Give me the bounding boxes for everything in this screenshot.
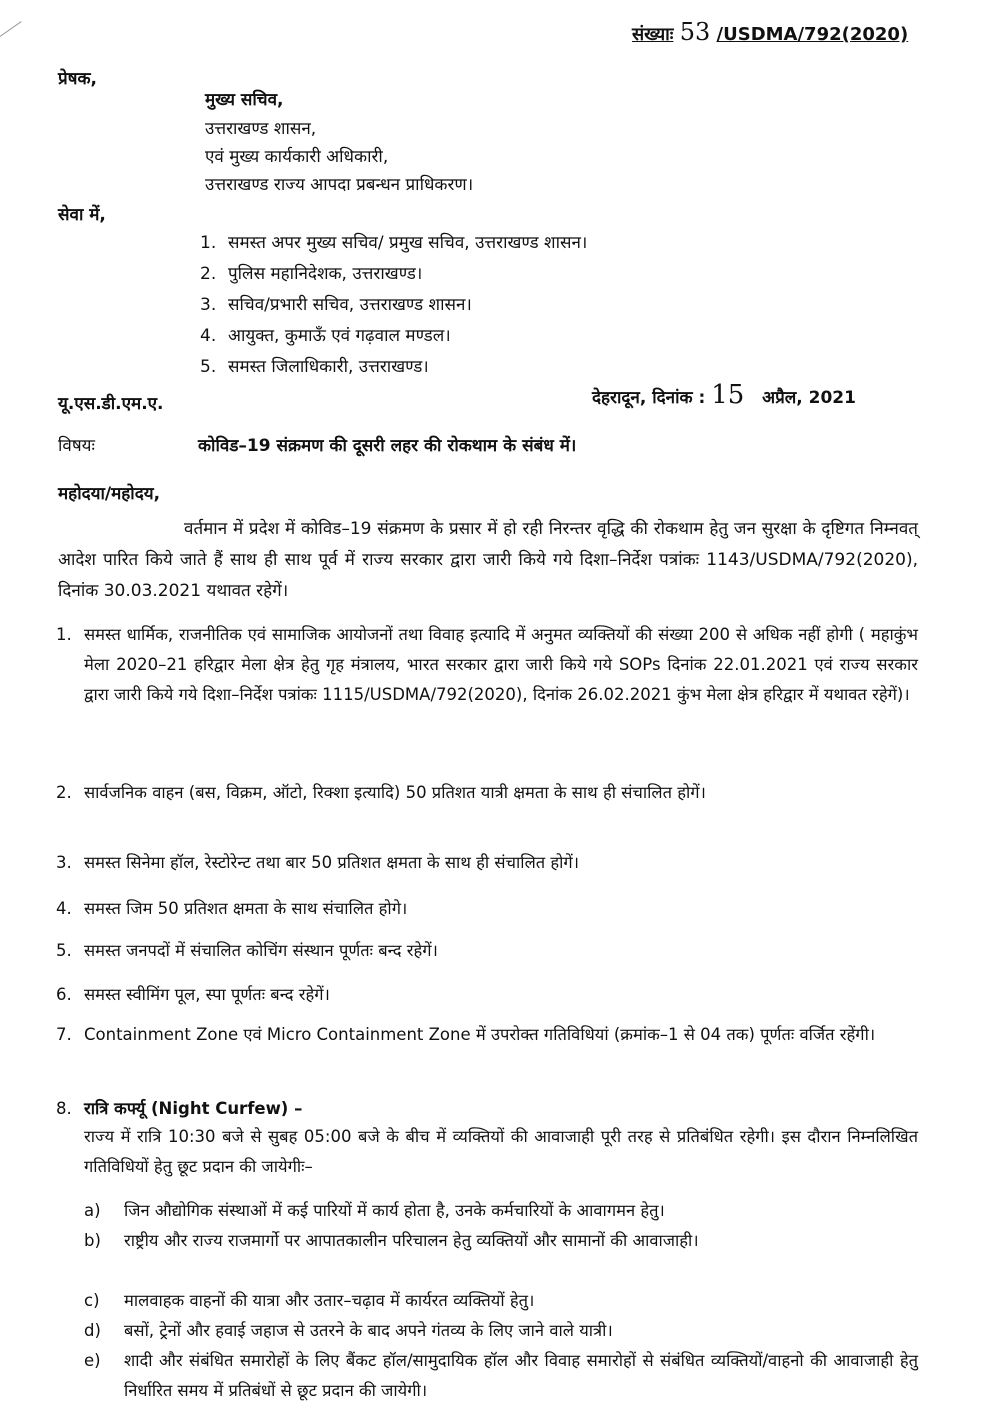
curfew-subitem-a: a) जिन औद्योगिक संस्थाओं में कई पारियों में कार्य होता है, उनके कर्मचारियों के आवागमन हेतु। (84, 1201, 665, 1220)
date-prefix: देहरादून, दिनांक : (592, 388, 706, 408)
recipient-item: 1. समस्त अपर मुख्य सचिव/ प्रमुख सचिव, उत्तराखण्ड शासन। (200, 233, 588, 253)
point-5: 5. समस्त जनपदों में संचालित कोचिंग संस्थान पूर्णतः बन्द रहेगें। (56, 941, 438, 960)
sender-line-4: उत्तराखण्ड राज्य आपदा प्रबन्धन प्राधिकरण। (205, 175, 474, 195)
point-2: 2. सार्वजनिक वाहन (बस, विक्रम, ऑटो, रिक्शा इत्यादि) 50 प्रतिशत यात्री क्षमता के साथ ही संचालित होगें। (56, 783, 706, 802)
recipients-list (200, 230, 587, 385)
date-rest: अप्रैल, 2021 (762, 388, 856, 408)
point-1: 1. समस्त धार्मिक, राजनीतिक एवं सामाजिक आयोजनों तथा विवाह इत्यादि में अनुमत व्यक्तियों की संख्या 200 से अधिक नहीं होगी ( महाकुंभ मेला 2020–21 हरिद्वार मेला क्षेत्र हेतु गृह मंत्रालय, भारत सरकार द्वारा जारी किये गये SOPs दिनांक 22.01.2021 एवं राज्य सरकार द्वारा जारी किये गये दिशा–निर्देश पत्रांकः 1115/USDMA/792(2020), दिनांक 26.02.2021 कुंभ मेला क्षेत्र हरिद्वार में यथावत रहेगें)। (56, 625, 918, 704)
recipients-label: सेवा में, (58, 205, 106, 225)
recipient-item: 5. समस्त जिलाधिकारी, उत्तराखण्ड। (200, 357, 429, 377)
issue-date (592, 380, 856, 410)
sender-line-1: मुख्य सचिव, (205, 90, 284, 110)
subject-text: कोविड–19 संक्रमण की दूसरी लहर की रोकथाम के संबंध में। (198, 436, 577, 456)
recipient-item: 2. पुलिस महानिदेशक, उत्तराखण्ड। (200, 264, 423, 284)
curfew-subitem-c: c) मालवाहक वाहनों की यात्रा और उतार–चढ़ाव में कार्यरत व्यक्तियों हेतु। (84, 1291, 535, 1310)
office-code: यू.एस.डी.एम.ए. (58, 394, 164, 414)
curfew-title: रात्रि कर्फ्यू (Night Curfew) – (84, 1099, 303, 1118)
sender-line-3: एवं मुख्य कार्यकारी अधिकारी, (205, 147, 389, 167)
recipient-item: 4. आयुक्त, कुमाऊँ एवं गढ़वाल मण्डल। (200, 326, 451, 346)
date-day: 15 (711, 380, 745, 410)
subject-label: विषयः (58, 436, 95, 456)
recipient-item: 3. सचिव/प्रभारी सचिव, उत्तराखण्ड शासन। (200, 295, 472, 315)
sender-line-2: उत्तराखण्ड शासन, (205, 119, 317, 139)
reference-number (632, 18, 908, 46)
intro-paragraph: वर्तमान में प्रदेश में कोविड–19 संक्रमण के प्रसार में हो रही निरन्तर वृद्धि की रोकथाम हेतु जन सुरक्षा के दृष्टिगत निम्नवत् आदेश पारित किये जाते हैं साथ ही साथ पूर्व में राज्य सरकार द्वारा जारी किये गये दिशा–निर्देश पत्रांकः 1143/USDMA/792(2020), दिनांक 30.03.2021 यथावत रहेगें। (58, 519, 918, 601)
salutation: महोदया/महोदय, (58, 484, 161, 504)
point-4: 4. समस्त जिम 50 प्रतिशत क्षमता के साथ संचालित होगे। (56, 899, 408, 918)
point-6: 6. समस्त स्वीमिंग पूल, स्पा पूर्णतः बन्द रहेगें। (56, 985, 330, 1004)
curfew-subitem-b: b) राष्ट्रीय और राज्य राजमार्गो पर आपातकालीन परिचालन हेतु व्यक्तियों और सामानों की आवाजाही। (84, 1231, 699, 1250)
ref-prefix: संख्याः (632, 24, 674, 45)
curfew-subitem-d: d) बसों, ट्रेनों और हवाई जहाज से उतरने के बाद अपने गंतव्य के लिए जाने वाले यात्री। (84, 1321, 613, 1340)
scan-mark (0, 21, 22, 37)
point-3: 3. समस्त सिनेमा हॉल, रेस्टोरेन्ट तथा बार 50 प्रतिशत क्षमता के साथ ही संचालित होगें। (56, 853, 579, 872)
sender-label: प्रेषक, (58, 69, 98, 89)
ref-handwritten-number: 53 (679, 18, 711, 46)
ref-suffix: /USDMA/792(2020) (716, 24, 909, 45)
curfew-subitem-e: e) शादी और संबंधित समारोहों के लिए बैंकट हॉल/सामुदायिक हॉल और विवाह समारोहों से संबंधित व्यक्तियों/वाहनो की आवाजाही हेतु निर्धारित समय में प्रतिबंधों से छूट प्रदान की जायेगी। (84, 1351, 918, 1400)
point-8: 8. रात्रि कर्फ्यू (Night Curfew) – (56, 1099, 303, 1118)
point-7: 7. Containment Zone एवं Micro Containment Zone में उपरोक्त गतिविधियां (क्रमांक–1 से 04 तक) पूर्णतः वर्जित रहेंगी। (56, 1025, 876, 1044)
curfew-text: राज्य में रात्रि 10:30 बजे से सुबह 05:00 बजे के बीच में व्यक्तियों की आवाजाही पूरी तरह से प्रतिबंधित रहेगी। इस दौरान निम्नलिखित गतिविधियों हेतु छूट प्रदान की जायेगीः– (84, 1127, 918, 1176)
